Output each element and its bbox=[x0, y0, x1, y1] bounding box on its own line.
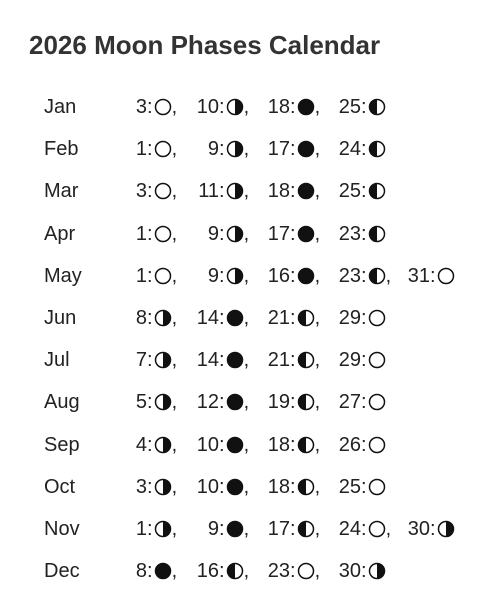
phase-day: 30 bbox=[338, 560, 361, 583]
separator: , bbox=[243, 560, 250, 583]
page-title: 2026 Moon Phases Calendar bbox=[29, 30, 381, 60]
separator: : bbox=[147, 307, 153, 329]
phase-entry bbox=[189, 514, 249, 544]
phase-entry bbox=[331, 472, 386, 502]
full-moon-icon bbox=[368, 351, 386, 369]
separator: : bbox=[361, 222, 367, 245]
first-quarter-moon-icon bbox=[297, 351, 315, 369]
separator: : bbox=[147, 391, 153, 414]
full-moon-icon bbox=[154, 267, 172, 285]
separator: : bbox=[147, 518, 153, 540]
phase-day: 18 bbox=[267, 433, 290, 456]
separator: : bbox=[219, 96, 225, 118]
new-moon-icon bbox=[297, 98, 315, 116]
month-row-jan bbox=[0, 92, 482, 122]
last-quarter-moon-icon bbox=[154, 478, 172, 496]
separator: : bbox=[430, 518, 436, 540]
month-row-apr bbox=[0, 219, 482, 249]
phase-day: 31 bbox=[407, 264, 430, 287]
phase-day: 23 bbox=[338, 264, 361, 287]
separator: , bbox=[171, 433, 178, 456]
phase-entry bbox=[117, 430, 177, 460]
separator: , bbox=[314, 349, 321, 372]
new-moon-icon bbox=[226, 436, 244, 454]
separator: , bbox=[243, 391, 250, 414]
phase-entry bbox=[117, 472, 177, 502]
phase-entry bbox=[189, 92, 249, 122]
new-moon-icon bbox=[226, 351, 244, 369]
last-quarter-moon-icon bbox=[226, 98, 244, 116]
separator: : bbox=[361, 180, 367, 203]
new-moon-icon bbox=[226, 393, 244, 411]
phase-day: 29 bbox=[338, 349, 361, 372]
last-quarter-moon-icon bbox=[154, 351, 172, 369]
phase-day: 8 bbox=[135, 307, 147, 329]
separator: : bbox=[147, 222, 153, 245]
last-quarter-moon-icon bbox=[226, 140, 244, 158]
separator: : bbox=[219, 560, 225, 583]
first-quarter-moon-icon bbox=[368, 267, 386, 285]
phase-entry bbox=[117, 219, 177, 249]
phase-entry bbox=[260, 430, 320, 460]
month-label: Jan bbox=[44, 96, 77, 118]
month-label: Mar bbox=[44, 180, 79, 203]
new-moon-icon bbox=[297, 140, 315, 158]
separator: : bbox=[219, 475, 225, 498]
phase-entry bbox=[331, 345, 386, 375]
separator: , bbox=[243, 96, 250, 118]
last-quarter-moon-icon bbox=[226, 182, 244, 200]
full-moon-icon bbox=[154, 182, 172, 200]
new-moon-icon bbox=[226, 478, 244, 496]
phase-day: 18 bbox=[267, 180, 290, 203]
phase-day: 9 bbox=[207, 518, 219, 540]
phase-entry bbox=[189, 219, 249, 249]
separator: : bbox=[361, 475, 367, 498]
phase-day: 30 bbox=[407, 518, 430, 540]
phase-day: 9 bbox=[207, 264, 219, 287]
phase-day: 18 bbox=[267, 96, 290, 118]
separator: , bbox=[314, 518, 321, 540]
separator: : bbox=[219, 264, 225, 287]
separator: , bbox=[171, 180, 178, 203]
phase-day: 25 bbox=[338, 475, 361, 498]
phase-day: 17 bbox=[267, 138, 290, 161]
separator: : bbox=[147, 138, 153, 161]
month-label: May bbox=[44, 264, 82, 287]
phase-day: 5 bbox=[135, 391, 147, 414]
separator: : bbox=[361, 307, 367, 329]
last-quarter-moon-icon bbox=[154, 393, 172, 411]
separator: , bbox=[243, 518, 250, 540]
phase-entry bbox=[117, 92, 177, 122]
separator: : bbox=[219, 433, 225, 456]
separator: : bbox=[290, 264, 296, 287]
phase-day: 16 bbox=[196, 560, 219, 583]
new-moon-icon bbox=[297, 225, 315, 243]
phase-entry bbox=[117, 387, 177, 417]
phase-day: 3 bbox=[135, 475, 147, 498]
month-label: Dec bbox=[44, 560, 80, 583]
full-moon-icon bbox=[154, 225, 172, 243]
separator: : bbox=[430, 264, 436, 287]
separator: , bbox=[171, 138, 178, 161]
first-quarter-moon-icon bbox=[297, 520, 315, 538]
month-row-aug bbox=[0, 387, 482, 417]
phase-entry bbox=[189, 261, 249, 291]
separator: , bbox=[385, 518, 392, 540]
separator: : bbox=[290, 222, 296, 245]
phase-day: 17 bbox=[267, 518, 290, 540]
month-label: Jun bbox=[44, 307, 77, 329]
phase-day: 26 bbox=[338, 433, 361, 456]
separator: : bbox=[361, 264, 367, 287]
phase-entry bbox=[260, 387, 320, 417]
phase-day: 11 bbox=[198, 180, 219, 203]
phase-entry bbox=[117, 514, 177, 544]
first-quarter-moon-icon bbox=[368, 182, 386, 200]
separator: , bbox=[243, 433, 250, 456]
separator: , bbox=[171, 96, 178, 118]
separator: , bbox=[314, 433, 321, 456]
phase-day: 21 bbox=[267, 349, 290, 372]
last-quarter-moon-icon bbox=[226, 225, 244, 243]
separator: , bbox=[171, 307, 178, 329]
full-moon-icon bbox=[297, 562, 315, 580]
separator: , bbox=[243, 349, 250, 372]
separator: , bbox=[243, 138, 250, 161]
phase-entry bbox=[260, 514, 320, 544]
separator: , bbox=[314, 96, 321, 118]
phase-day: 10 bbox=[196, 433, 219, 456]
phase-entry bbox=[117, 303, 177, 333]
phase-entry bbox=[331, 514, 391, 544]
phase-entry bbox=[117, 556, 177, 586]
month-row-sep bbox=[0, 430, 482, 460]
phase-entry bbox=[331, 261, 391, 291]
phase-entry bbox=[117, 176, 177, 206]
phase-entry bbox=[189, 303, 249, 333]
month-row-feb bbox=[0, 134, 482, 164]
phase-day: 19 bbox=[267, 391, 290, 414]
separator: : bbox=[361, 433, 367, 456]
phase-entry bbox=[117, 261, 177, 291]
first-quarter-moon-icon bbox=[368, 140, 386, 158]
separator: , bbox=[243, 222, 250, 245]
first-quarter-moon-icon bbox=[368, 225, 386, 243]
separator: , bbox=[314, 560, 321, 583]
new-moon-icon bbox=[297, 267, 315, 285]
separator: : bbox=[219, 222, 225, 245]
month-row-jun bbox=[0, 303, 482, 333]
phase-entry bbox=[117, 345, 177, 375]
phase-entry bbox=[331, 134, 386, 164]
separator: : bbox=[147, 433, 153, 456]
phase-day: 24 bbox=[338, 518, 361, 540]
separator: , bbox=[314, 222, 321, 245]
separator: : bbox=[219, 518, 225, 540]
month-row-oct bbox=[0, 472, 482, 502]
separator: : bbox=[290, 391, 296, 414]
separator: , bbox=[171, 518, 178, 540]
separator: , bbox=[171, 264, 178, 287]
phase-day: 3 bbox=[135, 96, 147, 118]
month-row-dec bbox=[0, 556, 482, 586]
first-quarter-moon-icon bbox=[297, 309, 315, 327]
last-quarter-moon-icon bbox=[226, 267, 244, 285]
separator: : bbox=[361, 138, 367, 161]
separator: , bbox=[385, 264, 392, 287]
month-label: Jul bbox=[44, 349, 70, 372]
separator: : bbox=[147, 560, 153, 583]
phase-entry bbox=[189, 472, 249, 502]
month-label: Oct bbox=[44, 475, 76, 498]
phase-day: 4 bbox=[135, 433, 147, 456]
last-quarter-moon-icon bbox=[437, 520, 455, 538]
phase-day: 9 bbox=[207, 222, 219, 245]
first-quarter-moon-icon bbox=[297, 436, 315, 454]
separator: : bbox=[361, 518, 367, 540]
phase-day: 29 bbox=[338, 307, 361, 329]
phase-day: 17 bbox=[267, 222, 290, 245]
phase-entry bbox=[189, 430, 249, 460]
phase-day: 18 bbox=[267, 475, 290, 498]
phase-entry bbox=[189, 176, 249, 206]
phase-entry bbox=[189, 387, 249, 417]
phase-day: 1 bbox=[135, 138, 147, 161]
full-moon-icon bbox=[368, 393, 386, 411]
separator: : bbox=[219, 180, 225, 203]
phase-day: 8 bbox=[135, 560, 147, 583]
separator: : bbox=[147, 96, 153, 118]
month-label: Feb bbox=[44, 138, 79, 161]
full-moon-icon bbox=[368, 309, 386, 327]
separator: , bbox=[314, 180, 321, 203]
phase-entry bbox=[400, 261, 455, 291]
separator: : bbox=[219, 307, 225, 329]
new-moon-icon bbox=[154, 562, 172, 580]
separator: , bbox=[243, 264, 250, 287]
phase-entry bbox=[260, 261, 320, 291]
separator: , bbox=[314, 391, 321, 414]
separator: : bbox=[290, 475, 296, 498]
separator: : bbox=[361, 560, 367, 583]
separator: , bbox=[314, 264, 321, 287]
separator: : bbox=[361, 391, 367, 414]
new-moon-icon bbox=[226, 309, 244, 327]
phase-entry bbox=[331, 176, 386, 206]
phase-entry bbox=[331, 219, 386, 249]
phase-entry bbox=[260, 556, 320, 586]
last-quarter-moon-icon bbox=[154, 436, 172, 454]
phase-entry bbox=[331, 303, 386, 333]
separator: : bbox=[361, 349, 367, 372]
phase-entry bbox=[331, 387, 386, 417]
month-row-jul bbox=[0, 345, 482, 375]
full-moon-icon bbox=[368, 478, 386, 496]
phase-day: 7 bbox=[135, 349, 147, 372]
separator: : bbox=[290, 307, 296, 329]
separator: : bbox=[290, 96, 296, 118]
month-label: Aug bbox=[44, 391, 80, 414]
month-row-nov bbox=[0, 514, 482, 544]
phase-entry bbox=[260, 472, 320, 502]
separator: : bbox=[219, 138, 225, 161]
first-quarter-moon-icon bbox=[297, 393, 315, 411]
separator: : bbox=[361, 96, 367, 118]
full-moon-icon bbox=[437, 267, 455, 285]
phase-day: 23 bbox=[338, 222, 361, 245]
first-quarter-moon-icon bbox=[297, 478, 315, 496]
separator: , bbox=[171, 349, 178, 372]
phase-day: 9 bbox=[207, 138, 219, 161]
separator: : bbox=[290, 518, 296, 540]
separator: , bbox=[171, 560, 178, 583]
separator: , bbox=[243, 307, 250, 329]
phase-day: 25 bbox=[338, 180, 361, 203]
month-row-mar bbox=[0, 176, 482, 206]
phase-entry bbox=[260, 134, 320, 164]
separator: , bbox=[314, 307, 321, 329]
full-moon-icon bbox=[368, 436, 386, 454]
phase-day: 10 bbox=[196, 96, 219, 118]
phase-day: 1 bbox=[135, 264, 147, 287]
separator: : bbox=[219, 349, 225, 372]
month-row-may bbox=[0, 261, 482, 291]
phase-entry bbox=[260, 345, 320, 375]
phase-day: 23 bbox=[267, 560, 290, 583]
phase-day: 1 bbox=[135, 518, 147, 540]
separator: : bbox=[290, 180, 296, 203]
phase-day: 14 bbox=[196, 349, 219, 372]
separator: , bbox=[171, 222, 178, 245]
new-moon-icon bbox=[226, 520, 244, 538]
phase-day: 3 bbox=[135, 180, 147, 203]
separator: : bbox=[290, 560, 296, 583]
phase-day: 24 bbox=[338, 138, 361, 161]
separator: : bbox=[219, 391, 225, 414]
separator: : bbox=[147, 349, 153, 372]
separator: : bbox=[147, 264, 153, 287]
phase-day: 16 bbox=[267, 264, 290, 287]
phase-day: 12 bbox=[196, 391, 219, 414]
month-label: Sep bbox=[44, 433, 80, 456]
phase-entry bbox=[260, 92, 320, 122]
phase-entry bbox=[189, 134, 249, 164]
phase-entry bbox=[260, 219, 320, 249]
last-quarter-moon-icon bbox=[368, 562, 386, 580]
full-moon-icon bbox=[154, 140, 172, 158]
first-quarter-moon-icon bbox=[368, 98, 386, 116]
separator: , bbox=[314, 138, 321, 161]
phase-day: 21 bbox=[267, 307, 290, 329]
phase-entry bbox=[117, 134, 177, 164]
last-quarter-moon-icon bbox=[154, 309, 172, 327]
phase-day: 10 bbox=[196, 475, 219, 498]
separator: , bbox=[243, 475, 250, 498]
separator: : bbox=[290, 433, 296, 456]
full-moon-icon bbox=[154, 98, 172, 116]
phase-day: 25 bbox=[338, 96, 361, 118]
month-label: Apr bbox=[44, 222, 76, 245]
month-label: Nov bbox=[44, 518, 80, 540]
phase-day: 14 bbox=[196, 307, 219, 329]
separator: , bbox=[171, 475, 178, 498]
phase-entry bbox=[260, 303, 320, 333]
phase-entry bbox=[331, 92, 386, 122]
new-moon-icon bbox=[297, 182, 315, 200]
phase-entry bbox=[400, 514, 455, 544]
separator: : bbox=[147, 180, 153, 203]
first-quarter-moon-icon bbox=[226, 562, 244, 580]
phase-day: 27 bbox=[338, 391, 361, 414]
phase-day: 1 bbox=[135, 222, 147, 245]
separator: : bbox=[147, 475, 153, 498]
full-moon-icon bbox=[368, 520, 386, 538]
separator: : bbox=[290, 138, 296, 161]
phase-entry bbox=[260, 176, 320, 206]
separator: , bbox=[171, 391, 178, 414]
phase-entry bbox=[189, 345, 249, 375]
last-quarter-moon-icon bbox=[154, 520, 172, 538]
phase-entry bbox=[331, 556, 386, 586]
separator: , bbox=[314, 475, 321, 498]
phase-entry bbox=[189, 556, 249, 586]
phase-entry bbox=[331, 430, 386, 460]
separator: , bbox=[243, 180, 250, 203]
separator: : bbox=[290, 349, 296, 372]
